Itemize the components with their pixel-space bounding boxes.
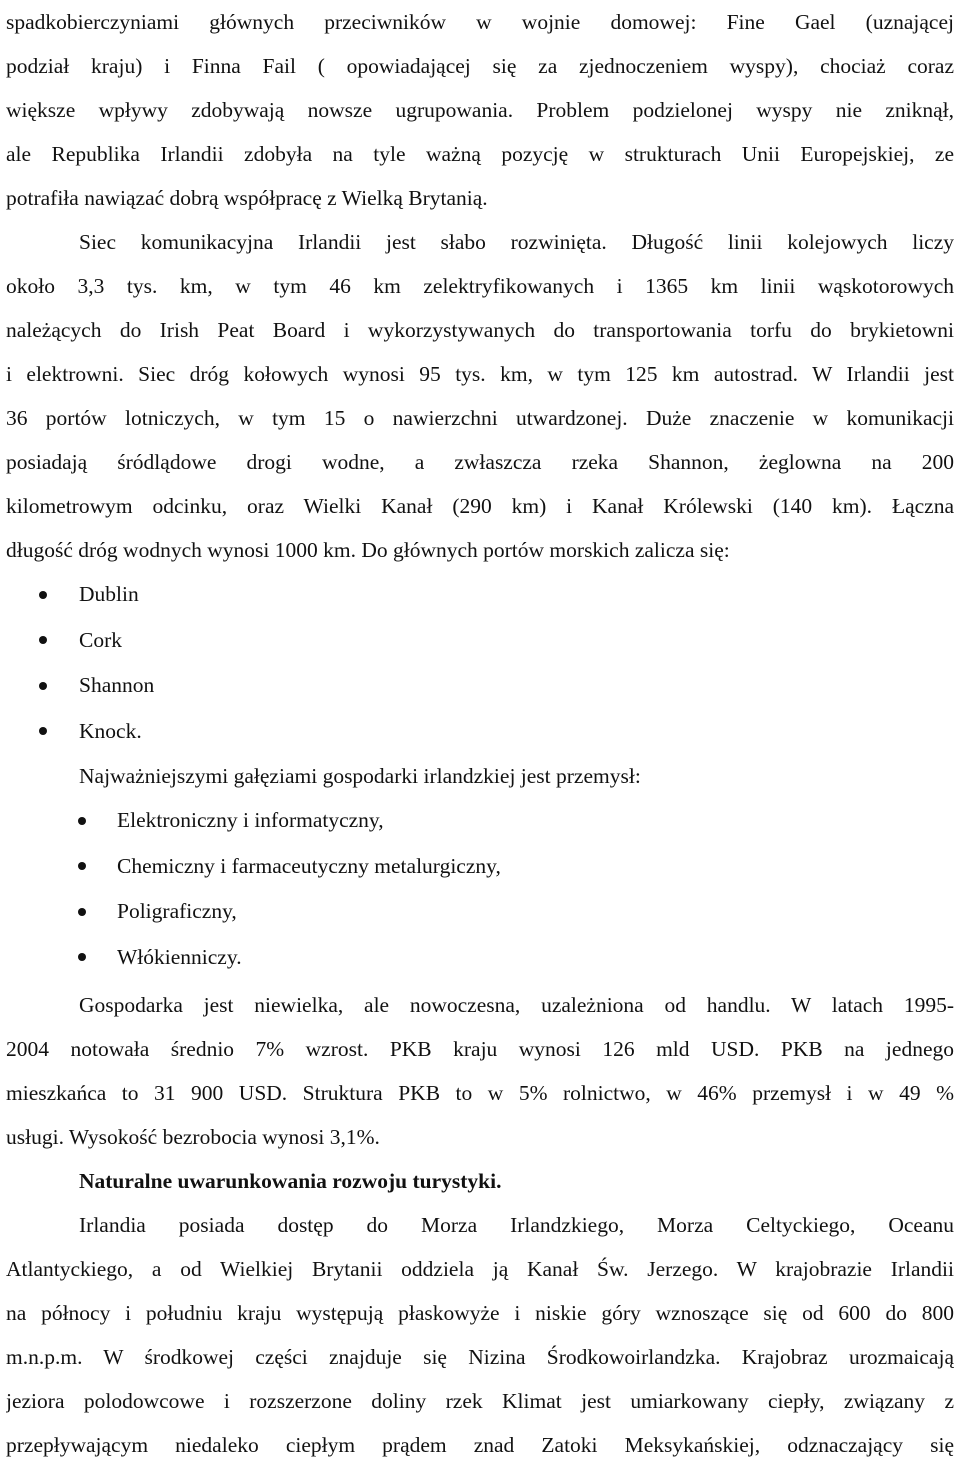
list-item-label: Włókienniczy. [117, 944, 242, 969]
text-line: większe wpływy zdobywają nowsze ugrupowania. Problem podzielonej wyspy nie zniknął, [6, 98, 954, 122]
bullet-icon [39, 636, 47, 644]
text-line: przepływającym niedaleko ciepłym prądem znad Zatoki Meksykańskiej, odznaczający się [6, 1433, 954, 1457]
list-item [6, 709, 954, 755]
text-line: m.n.p.m. W środkowej części znajduje się Nizina Środkowoirlandzka. Krajobraz urozmaicają [6, 1345, 954, 1369]
text-line: Atlantyckiego, a od Wielkiej Brytanii oddziela ją Kanał Św. Jerzego. W krajobrazie Irlandii [6, 1257, 954, 1281]
text-line: kilometrowym odcinku, oraz Wielki Kanał (290 km) i Kanał Królewski (140 km). Łączna [6, 494, 954, 518]
list-item [6, 889, 954, 935]
text-line: i elektrowni. Siec dróg kołowych wynosi 95 tys. km, w tym 125 km autostrad. W Irlandii jest [6, 362, 954, 386]
bullet-icon [78, 862, 86, 870]
list-item [6, 663, 954, 709]
ports-list [6, 572, 954, 754]
paragraph-tourism [6, 1203, 954, 1467]
list-item [6, 618, 954, 664]
list-item-label: Chemiczny i farmaceutyczny metalurgiczny, [117, 853, 501, 878]
text-line: 36 portów lotniczych, w tym 15 o nawierzchni utwardzonej. Duże znaczenie w komunikacji [6, 406, 954, 430]
industries-list [6, 798, 954, 980]
text-line: spadkobierczyniami głównych przeciwników w wojnie domowej: Fine Gael (uznającej [6, 10, 954, 34]
list-item-label: Dublin [79, 582, 139, 606]
bullet-icon [39, 727, 47, 735]
paragraph-economy [6, 983, 954, 1159]
document-page [6, 0, 954, 1467]
text-line: ale Republika Irlandii zdobyła na tyle ważną pozycję w strukturach Unii Europejskiej, ze [6, 142, 954, 166]
bullet-icon [78, 953, 86, 961]
text-line: usługi. Wysokość bezrobocia wynosi 3,1%. [6, 1125, 380, 1149]
bullet-icon [78, 817, 86, 825]
text-line: na północy i południu kraju występują płaskowyże i niskie góry wznoszące się od 600 do 800 [6, 1301, 954, 1325]
text-line: potrafiła nawiązać dobrą współpracę z Wielką Brytanią. [6, 186, 488, 210]
text-line: posiadają śródlądowe drogi wodne, a zwłaszcza rzeka Shannon, żeglowna na 200 [6, 450, 954, 474]
paragraph-politics [6, 0, 954, 220]
bullet-icon [78, 908, 86, 916]
text-line: długość dróg wodnych wynosi 1000 km. Do głównych portów morskich zalicza się: [6, 538, 730, 562]
text-line: mieszkańca to 31 900 USD. Struktura PKB to w 5% rolnictwo, w 46% przemysł i w 49 % [6, 1081, 954, 1105]
list-item [6, 798, 954, 844]
list-item-label: Knock. [79, 718, 142, 743]
list-item-label: Cork [79, 627, 122, 652]
text-line: około 3,3 tys. km, w tym 46 km zelektryfikowanych i 1365 km linii wąskotorowych [6, 274, 954, 298]
list-item-label: Elektroniczny i informatyczny, [117, 808, 384, 832]
text-line: 2004 notowała średnio 7% wzrost. PKB kraju wynosi 126 mld USD. PKB na jednego [6, 1037, 954, 1061]
list-item [6, 572, 954, 618]
paragraph-transport [6, 220, 954, 572]
text-line: należących do Irish Peat Board i wykorzystywanych do transportowania torfu do brykietowni [6, 318, 954, 342]
list-item-label: Poligraficzny, [117, 899, 237, 923]
text-line: Siec komunikacyjna Irlandii jest słabo rozwinięta. Długość linii kolejowych liczy [79, 230, 954, 254]
text-line: Gospodarka jest niewielka, ale nowoczesna, uzależniona od handlu. W latach 1995- [79, 993, 954, 1017]
text-line: Irlandia posiada dostęp do Morza Irlandzkiego, Morza Celtyckiego, Oceanu [79, 1213, 954, 1237]
bullet-icon [39, 682, 47, 690]
industry-intro: Najważniejszymi gałęziami gospodarki irlandzkiej jest przemysł: [79, 764, 641, 788]
bullet-icon [39, 591, 47, 599]
text-line: podział kraju) i Finna Fail ( opowiadającej się za zjednoczeniem wyspy), chociaż coraz [6, 54, 954, 78]
section-heading: Naturalne uwarunkowania rozwoju turystyki. [79, 1169, 502, 1193]
list-item [6, 935, 954, 981]
list-item [6, 844, 954, 890]
list-item-label: Shannon [79, 673, 155, 697]
text-line: jeziora polodowcowe i rozszerzone doliny rzek Klimat jest umiarkowany ciepły, związany z [6, 1389, 954, 1413]
